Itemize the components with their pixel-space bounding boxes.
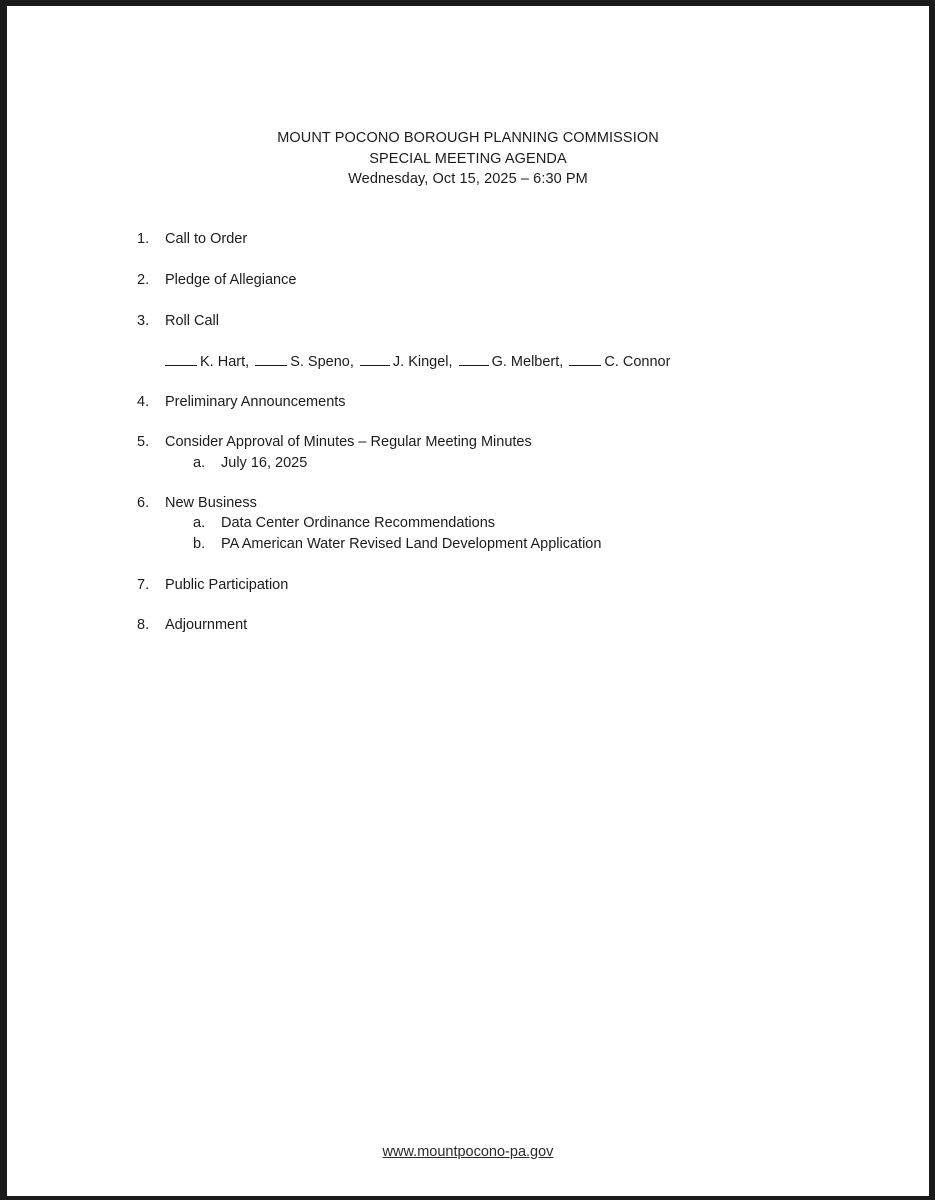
signature-blank (360, 351, 390, 366)
agenda-subitem (193, 534, 601, 554)
agenda-subitem (193, 453, 307, 473)
document-footer (7, 1142, 929, 1162)
roll-call-member: S. Speno, (290, 354, 354, 370)
document-header (7, 128, 929, 190)
signature-blank (569, 351, 601, 366)
meeting-date-time: Wednesday, Oct 15, 2025 – 6:30 PM (348, 171, 588, 187)
agenda-subitem-label: Data Center Ordinance Recommendations (221, 515, 496, 531)
agenda-item-label: Roll Call (165, 313, 219, 329)
meeting-type-title: SPECIAL MEETING AGENDA (369, 150, 567, 167)
agenda-subitem-label: July 16, 2025 (221, 455, 308, 471)
agenda-subitem (193, 513, 495, 533)
roll-call-member: J. Kingel, (392, 354, 453, 370)
roll-call-members (165, 351, 672, 372)
agenda-item-number: 3. (137, 313, 150, 329)
agenda-item-roll-call (137, 311, 219, 331)
agenda-subitem-letter: a. (193, 455, 206, 471)
agenda-item-new-business (137, 493, 257, 513)
agenda-subitem-label: PA American Water Revised Land Development Application (221, 536, 602, 552)
agenda-item-adjournment (137, 615, 247, 635)
roll-call-member: C. Connor (604, 354, 671, 370)
agenda-item-minutes (137, 432, 532, 452)
agenda-item-label: Pledge of Allegiance (165, 272, 297, 288)
agenda-item-number: 4. (137, 394, 150, 410)
agenda-item-label: Call to Order (165, 231, 248, 247)
agenda-item-label: Adjournment (165, 617, 248, 633)
agenda-item-call-to-order (137, 229, 247, 249)
agenda-item-number: 6. (137, 495, 150, 511)
agenda-item-number: 7. (137, 577, 150, 593)
agenda-item-label: New Business (165, 495, 257, 511)
organization-title: MOUNT POCONO BOROUGH PLANNING COMMISSION (277, 130, 659, 146)
roll-call-member: G. Melbert, (491, 354, 564, 370)
agenda-item-announcements (137, 392, 346, 412)
agenda-item-label: Preliminary Announcements (165, 394, 346, 410)
signature-blank (459, 351, 489, 366)
website-link[interactable]: www.mountpocono-pa.gov (382, 1144, 554, 1160)
agenda-subitem-letter: b. (193, 536, 206, 552)
signature-blank (165, 351, 197, 366)
agenda-item-number: 1. (137, 231, 150, 247)
document-page (7, 6, 929, 1196)
agenda-subitem-letter: a. (193, 515, 206, 531)
agenda-item-label: Consider Approval of Minutes – Regular Meeting Minutes (165, 434, 532, 450)
agenda-item-pledge (137, 270, 296, 290)
roll-call-member: K. Hart, (200, 354, 250, 370)
agenda-item-label: Public Participation (165, 577, 289, 593)
agenda-item-number: 2. (137, 272, 150, 288)
agenda-item-public-participation (137, 575, 288, 595)
signature-blank (255, 351, 287, 366)
agenda-item-number: 5. (137, 434, 150, 450)
agenda-item-number: 8. (137, 617, 150, 633)
